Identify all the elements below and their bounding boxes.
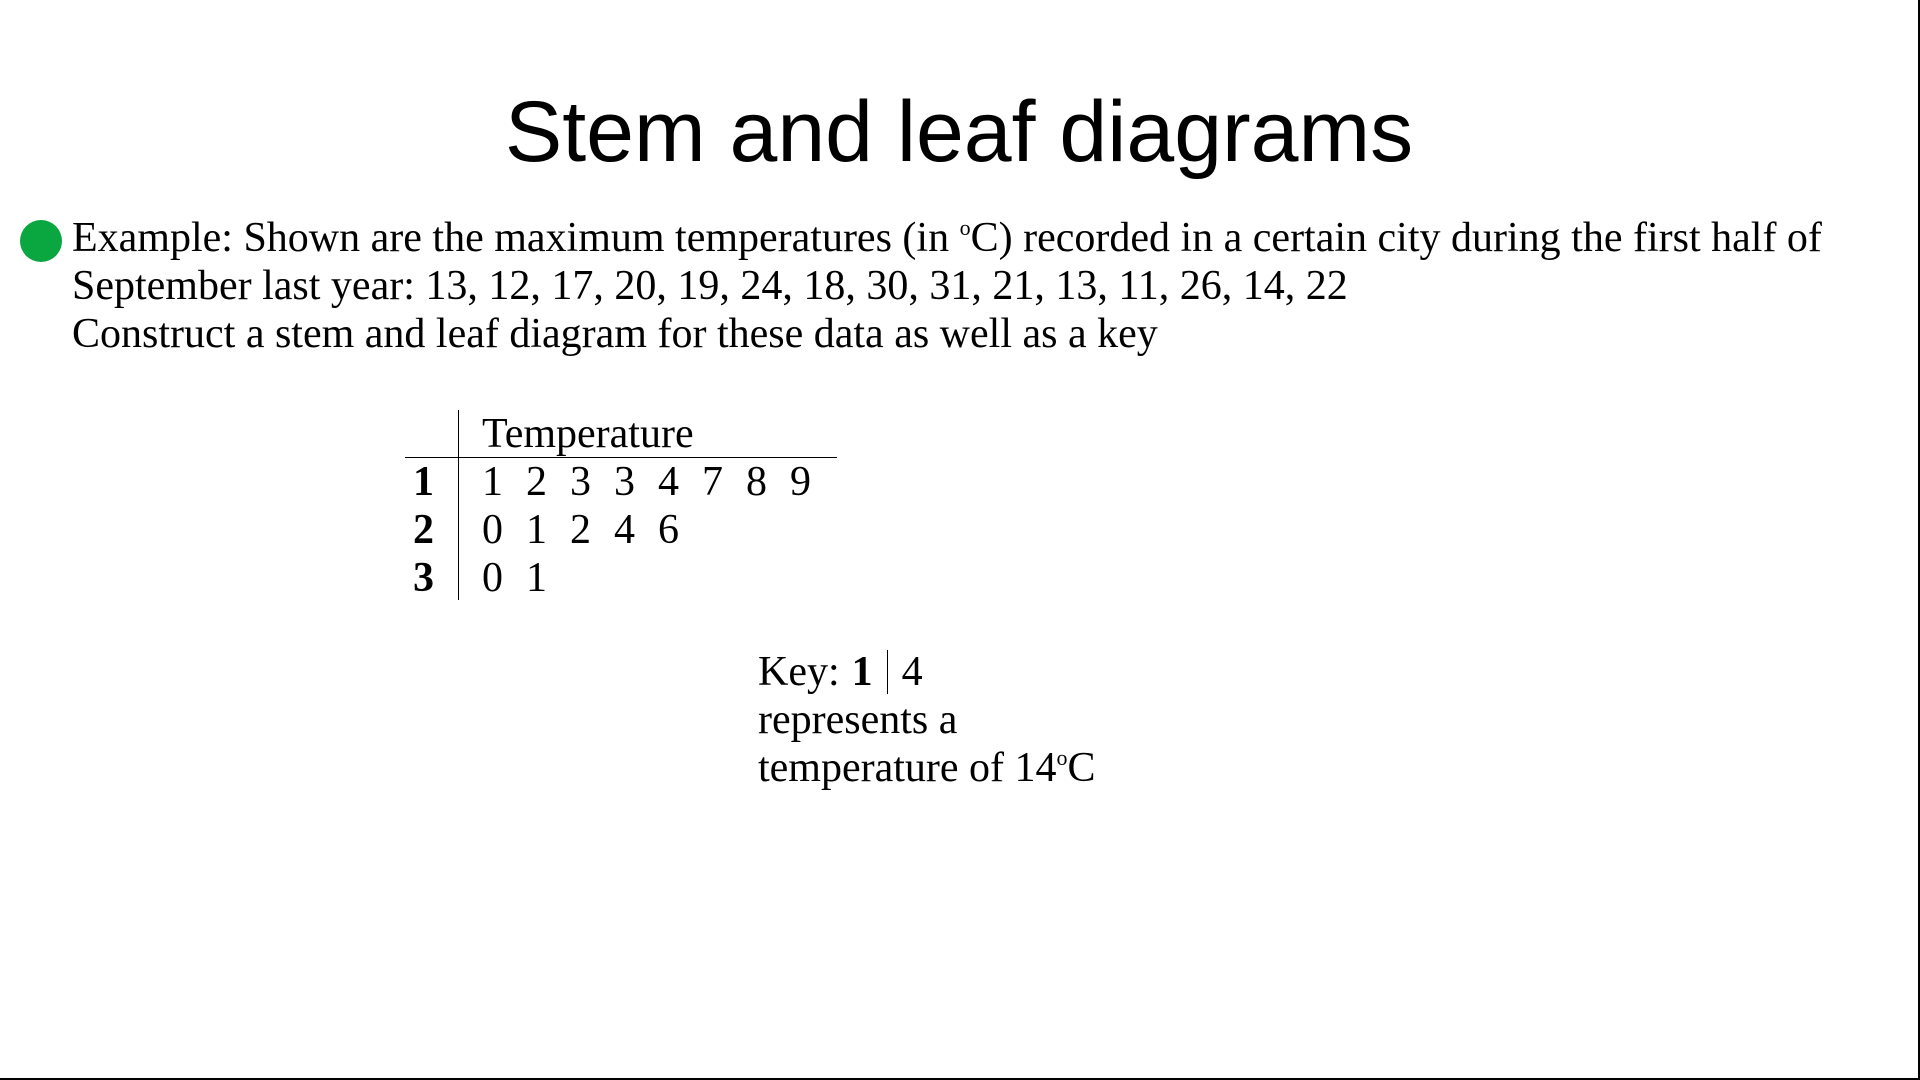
leaf-value: 6 — [658, 507, 679, 553]
leaf-value: 1 — [482, 459, 503, 505]
key-line-2: represents a — [758, 697, 958, 743]
key-leaf: 4 — [901, 649, 923, 695]
leaves — [482, 506, 702, 554]
leaf-value: 7 — [702, 459, 723, 505]
leaf-value: 1 — [526, 555, 547, 601]
stem-value: 3 — [413, 555, 434, 601]
key-stem: 1 — [851, 649, 873, 695]
key-divider — [887, 650, 888, 694]
intro-line-2: September last year: 13, 12, 17, 20, 19, 24, 18, 30, 31, 21, 13, 11, 26, 14, 22 — [72, 263, 1348, 309]
stem-value: 2 — [413, 507, 434, 553]
key-line-1 — [758, 648, 1096, 696]
intro-line-1-end: C) recorded in a certain city during the first half of — [970, 215, 1822, 261]
leaves — [482, 554, 570, 602]
leaf-value: 4 — [658, 459, 679, 505]
diagram-header: Temperature — [482, 411, 694, 457]
leaf-value: 1 — [526, 507, 547, 553]
leaf-value: 2 — [526, 459, 547, 505]
leaf-value: 2 — [570, 507, 591, 553]
leaf-value: 0 — [482, 507, 503, 553]
leaf-value: 0 — [482, 555, 503, 601]
key-label: Key: — [758, 649, 840, 695]
stem-divider-line — [458, 410, 459, 600]
leaf-value: 8 — [746, 459, 767, 505]
key-line-3-start: temperature of 14 — [758, 745, 1057, 791]
leaves — [482, 458, 834, 506]
intro-line-1 — [72, 214, 1902, 262]
key-line-3 — [758, 744, 1096, 792]
leaf-value: 3 — [614, 459, 635, 505]
leaf-value: 4 — [614, 507, 635, 553]
bullet-icon — [20, 220, 62, 262]
slide-title: Stem and leaf diagrams — [504, 84, 1414, 180]
intro-line-3: Construct a stem and leaf diagram for these data as well as a key — [72, 311, 1158, 357]
key-box — [758, 648, 1096, 792]
stem-value: 1 — [413, 459, 434, 505]
key-degree-mark: o — [1056, 745, 1068, 770]
degree-mark: o — [959, 215, 971, 240]
intro-line-1-start: Example: Shown are the maximum temperatures (in — [72, 215, 960, 261]
intro-text — [72, 214, 1902, 358]
key-line-3-end: C — [1067, 745, 1096, 791]
leaf-value: 9 — [790, 459, 811, 505]
leaf-value: 3 — [570, 459, 591, 505]
